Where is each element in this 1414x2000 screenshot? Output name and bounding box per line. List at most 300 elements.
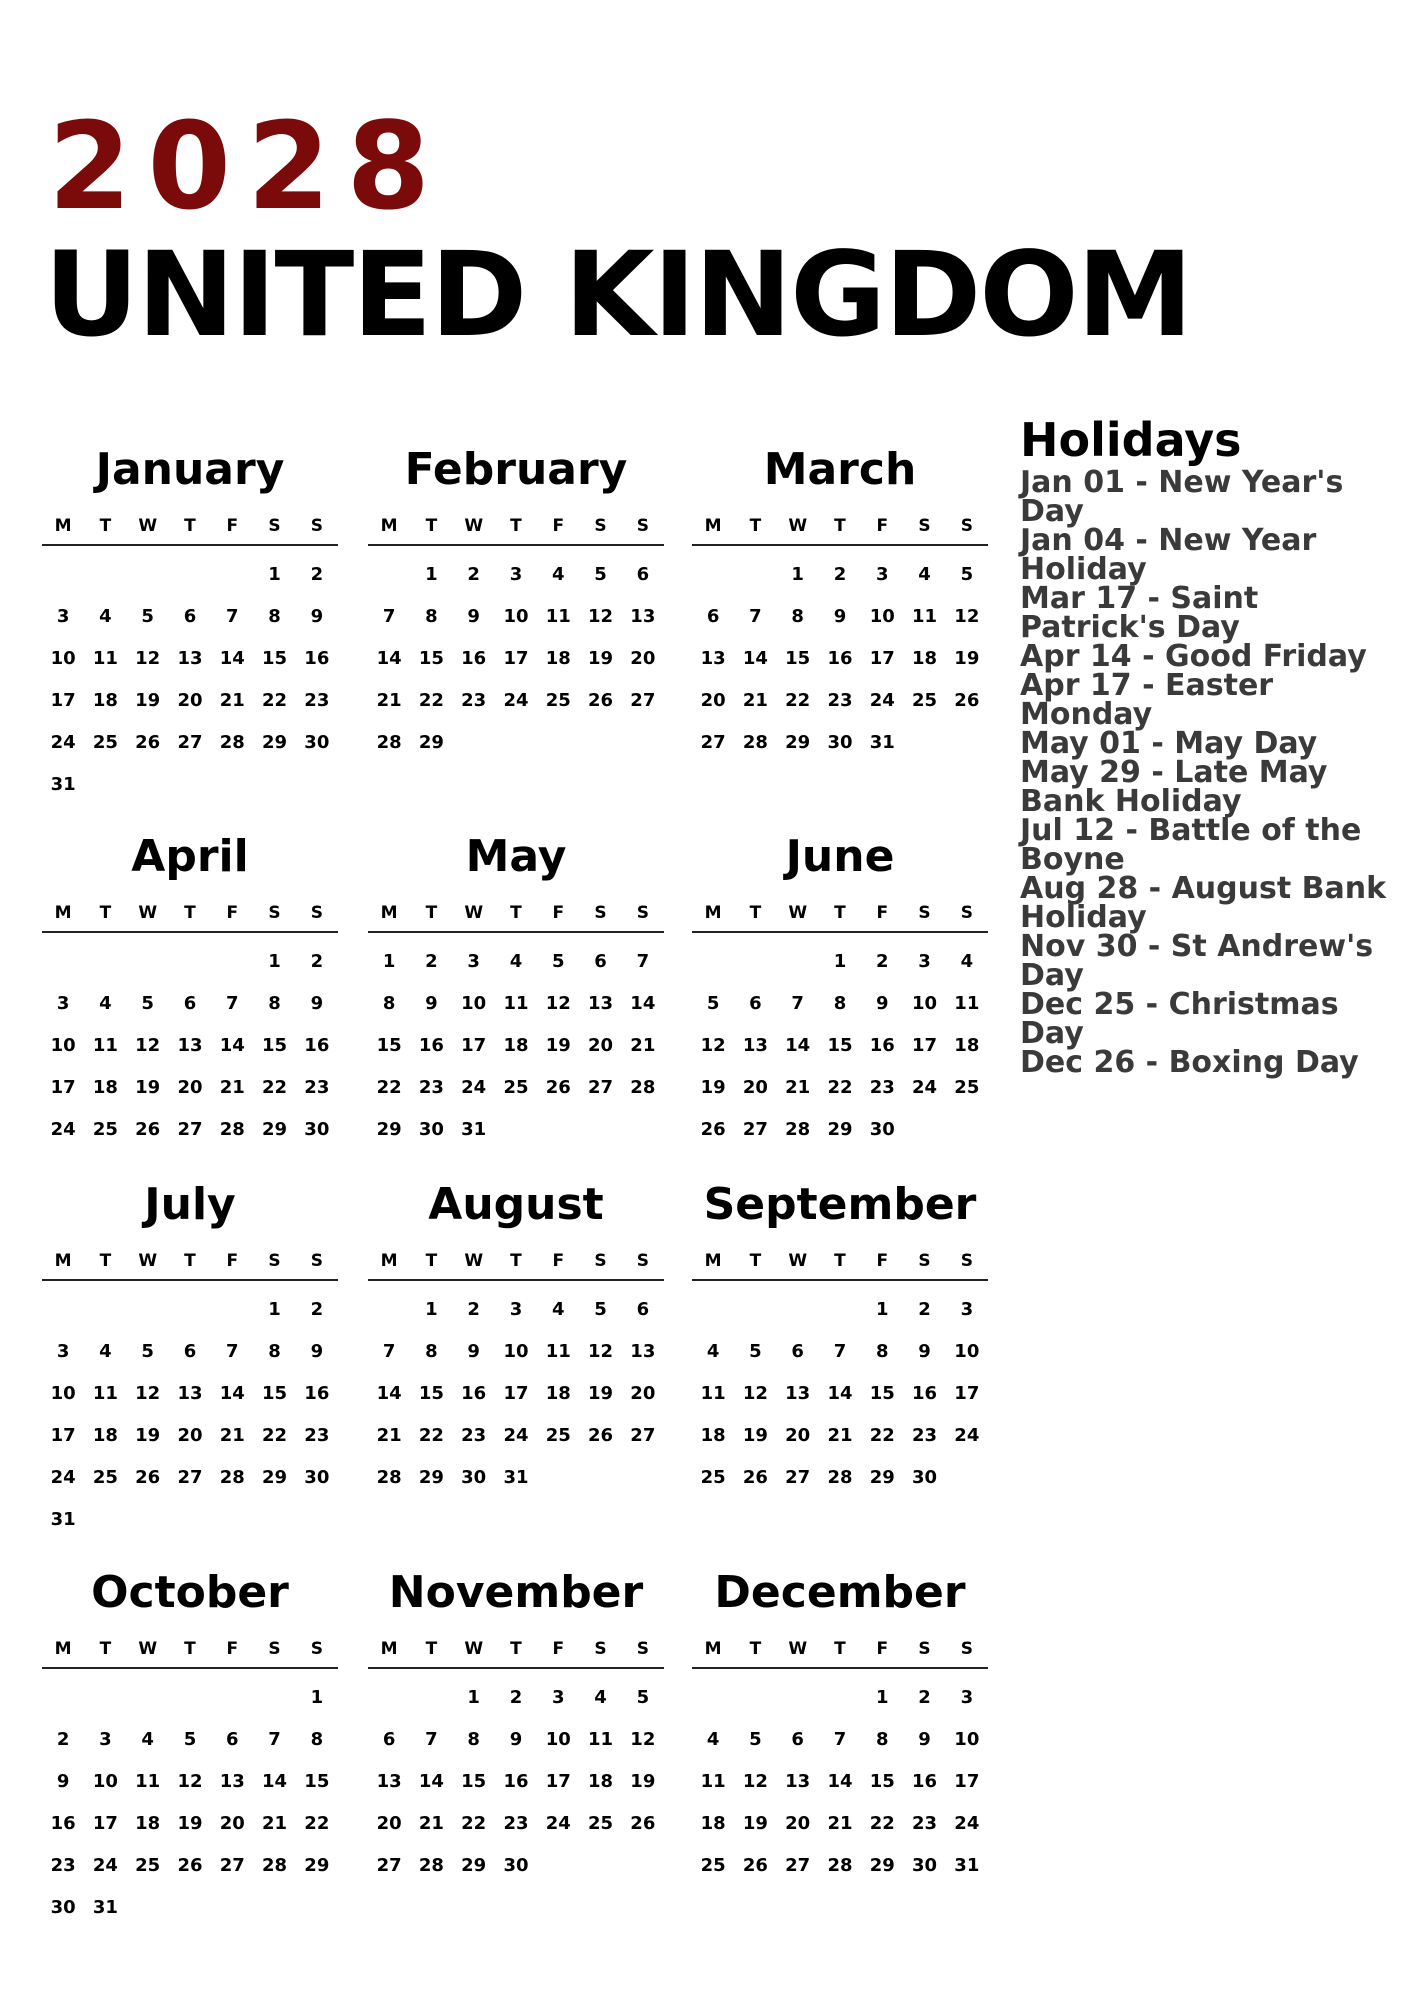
day-cell: 10 [92,1771,118,1792]
day-cell: 6 [183,606,197,627]
day-cell: 14 [262,1771,288,1792]
day-cell: 29 [418,732,444,753]
day-cell: 21 [219,690,245,711]
weekday-label: S [636,516,649,536]
weekday-label: F [876,1251,889,1271]
day-cell: 6 [636,1299,650,1320]
holidays-panel [1020,412,1400,1080]
weekday-label: S [960,516,973,536]
day-cell: 31 [92,1897,118,1918]
day-cell: 28 [785,1119,811,1140]
day-cell: 5 [141,1341,154,1362]
day-cell: 16 [50,1813,76,1834]
holiday-item: Jul 12 - Battle of the Boyne [1020,813,1362,877]
weekday-label: S [918,1639,931,1659]
month-september [692,1175,988,1563]
day-cell: 11 [700,1383,726,1404]
weekday-header [692,508,988,546]
day-cell: 18 [503,1035,529,1056]
weekday-label: T [425,1251,438,1271]
day-cell: 17 [461,1035,487,1056]
day-cell: 9 [310,606,324,627]
day-cell: 12 [954,606,980,627]
weekday-label: W [138,1639,158,1659]
day-cell: 31 [50,1509,76,1530]
weekday-label: T [184,1251,196,1271]
day-cell: 19 [588,1383,614,1404]
day-cell: 14 [219,1383,245,1404]
country-heading: UNITED KINGDOM [44,226,1192,363]
day-grid [692,554,988,806]
day-cell: 7 [226,606,239,627]
weekday-header [42,1631,338,1669]
month-october [42,1563,338,1951]
day-cell: 11 [135,1771,161,1792]
day-cell: 25 [545,690,571,711]
weekday-label: F [552,903,565,923]
day-cell: 5 [183,1729,197,1750]
day-cell: 29 [262,1119,288,1140]
weekday-label: S [268,1639,281,1659]
day-cell: 7 [833,1729,847,1750]
day-cell: 22 [262,1425,288,1446]
holiday-item: Apr 17 - Easter Monday [1020,668,1274,732]
weekday-label: T [834,1639,846,1659]
day-cell: 17 [503,1383,529,1404]
day-cell: 26 [742,1855,768,1876]
day-cell: 16 [304,1035,330,1056]
day-grid [42,941,338,1193]
weekday-header [692,895,988,933]
day-cell: 22 [869,1813,895,1834]
day-cell: 1 [876,1299,889,1320]
day-cell: 23 [304,690,330,711]
day-cell: 27 [588,1077,614,1098]
day-cell: 19 [545,1035,571,1056]
day-cell: 5 [960,564,974,585]
day-cell: 2 [918,1299,931,1320]
day-cell: 27 [376,1855,402,1876]
weekday-label: M [380,903,398,923]
day-cell: 16 [304,648,330,669]
day-cell: 10 [954,1341,980,1362]
day-cell: 10 [461,993,487,1014]
day-cell: 9 [310,993,324,1014]
day-cell: 23 [304,1077,330,1098]
month-name: July [144,1179,236,1230]
day-cell: 21 [827,1425,853,1446]
day-cell: 15 [262,1383,288,1404]
day-cell: 20 [177,690,203,711]
day-cell: 14 [219,1035,245,1056]
day-cell: 6 [749,993,762,1014]
day-cell: 4 [706,1341,720,1362]
day-cell: 11 [954,993,980,1014]
month-april [42,827,338,1215]
day-cell: 10 [50,648,76,669]
day-cell: 14 [785,1035,811,1056]
weekday-label: T [749,1251,762,1271]
day-cell: 28 [742,732,768,753]
day-cell: 19 [588,648,614,669]
day-cell: 16 [304,1383,330,1404]
day-cell: 2 [509,1687,523,1708]
weekday-label: T [510,1251,522,1271]
day-cell: 29 [785,732,811,753]
day-cell: 20 [376,1813,402,1834]
month-name: May [465,831,567,882]
weekday-label: S [594,1639,607,1659]
day-grid [368,1289,664,1541]
day-cell: 3 [56,993,70,1014]
day-cell: 16 [461,648,487,669]
day-cell: 6 [791,1341,804,1362]
day-cell: 6 [226,1729,239,1750]
weekday-label: T [99,1639,112,1659]
day-cell: 12 [135,648,161,669]
holiday-item: May 29 - Late May Bank Holiday [1020,755,1328,819]
day-cell: 3 [918,951,931,972]
weekday-label: S [636,1639,649,1659]
day-cell: 16 [418,1035,444,1056]
day-cell: 12 [588,606,614,627]
weekday-label: F [876,516,889,536]
weekday-header [692,1631,988,1669]
day-cell: 1 [268,1299,281,1320]
day-cell: 8 [425,1341,438,1362]
weekday-label: F [552,1639,565,1659]
weekday-label: S [636,903,649,923]
month-november [368,1563,664,1951]
day-grid [368,941,664,1193]
day-cell: 26 [954,690,980,711]
weekday-header [368,1243,664,1281]
weekday-label: W [788,1639,808,1659]
day-cell: 18 [135,1813,161,1834]
day-cell: 18 [588,1771,614,1792]
day-cell: 24 [50,732,76,753]
month-name: June [785,831,895,882]
day-cell: 25 [503,1077,529,1098]
day-cell: 29 [376,1119,402,1140]
day-cell: 22 [418,690,444,711]
day-cell: 8 [310,1729,324,1750]
weekday-label: F [226,1639,239,1659]
day-cell: 25 [912,690,938,711]
day-cell: 19 [954,648,980,669]
day-cell: 13 [177,648,203,669]
day-cell: 3 [99,1729,112,1750]
day-cell: 12 [135,1035,161,1056]
day-cell: 6 [636,564,650,585]
day-grid [692,1289,988,1541]
weekday-label: M [54,903,72,923]
weekday-header [368,895,664,933]
day-cell: 5 [636,1687,650,1708]
day-cell: 2 [467,564,480,585]
day-cell: 1 [833,951,847,972]
day-cell: 13 [785,1383,811,1404]
day-cell: 20 [630,1383,656,1404]
day-cell: 30 [304,732,330,753]
day-cell: 23 [827,690,853,711]
weekday-label: S [594,903,607,923]
day-cell: 18 [700,1425,726,1446]
day-cell: 5 [594,1299,607,1320]
month-name: March [763,444,917,495]
day-cell: 23 [503,1813,529,1834]
day-cell: 22 [418,1425,444,1446]
day-cell: 6 [706,606,720,627]
day-cell: 8 [268,606,281,627]
day-cell: 28 [219,1467,245,1488]
day-cell: 27 [630,690,656,711]
day-cell: 23 [304,1425,330,1446]
weekday-label: M [704,903,722,923]
day-cell: 13 [630,1341,656,1362]
day-cell: 5 [594,564,607,585]
day-cell: 9 [509,1729,523,1750]
weekday-label: F [876,1639,889,1659]
weekday-label: W [788,1251,808,1271]
day-cell: 26 [545,1077,571,1098]
holiday-list [1020,465,1400,1080]
day-cell: 12 [742,1771,768,1792]
day-cell: 6 [594,951,607,972]
day-cell: 23 [461,1425,487,1446]
day-cell: 7 [226,1341,239,1362]
day-cell: 9 [467,1341,480,1362]
day-cell: 19 [135,1077,161,1098]
month-name: January [95,444,285,495]
day-cell: 21 [742,690,768,711]
day-grid [368,1677,664,1929]
weekday-label: T [99,1251,112,1271]
weekday-label: M [704,516,722,536]
weekday-label: W [138,903,158,923]
weekday-header [42,895,338,933]
day-cell: 15 [262,1035,288,1056]
day-cell: 29 [304,1855,330,1876]
day-cell: 7 [382,606,396,627]
weekday-label: W [138,516,158,536]
day-cell: 28 [827,1855,853,1876]
day-cell: 18 [92,690,118,711]
day-cell: 24 [912,1077,938,1098]
month-january [42,440,338,828]
weekday-label: T [425,516,438,536]
day-cell: 15 [461,1771,487,1792]
day-cell: 7 [791,993,804,1014]
day-cell: 31 [869,732,895,753]
weekday-header [692,1243,988,1281]
weekday-label: M [380,1639,398,1659]
month-name: April [131,831,249,882]
weekday-label: T [184,1639,196,1659]
day-cell: 20 [742,1077,768,1098]
day-cell: 22 [869,1425,895,1446]
day-cell: 28 [219,732,245,753]
day-cell: 9 [833,606,847,627]
day-cell: 8 [791,606,804,627]
day-cell: 7 [382,1341,396,1362]
day-cell: 14 [827,1383,853,1404]
day-cell: 27 [219,1855,245,1876]
day-cell: 4 [509,951,523,972]
day-cell: 2 [833,564,847,585]
day-cell: 1 [425,564,438,585]
day-grid [42,1289,338,1541]
day-cell: 27 [785,1855,811,1876]
day-cell: 24 [545,1813,571,1834]
holiday-item: Apr 14 - Good Friday [1020,639,1367,674]
day-cell: 26 [700,1119,726,1140]
weekday-label: W [788,903,808,923]
day-cell: 1 [425,1299,438,1320]
day-cell: 20 [785,1813,811,1834]
weekday-label: T [425,1639,438,1659]
day-cell: 18 [700,1813,726,1834]
weekday-label: S [594,1251,607,1271]
day-cell: 20 [630,648,656,669]
weekday-label: S [918,903,931,923]
day-cell: 26 [742,1467,768,1488]
weekday-label: T [184,903,196,923]
day-cell: 9 [918,1341,931,1362]
weekday-label: T [99,903,112,923]
day-cell: 26 [135,732,161,753]
day-cell: 15 [418,1383,444,1404]
day-cell: 15 [376,1035,402,1056]
day-cell: 21 [630,1035,656,1056]
day-cell: 5 [749,1341,762,1362]
day-cell: 20 [700,690,726,711]
day-cell: 5 [141,993,154,1014]
day-cell: 10 [912,993,938,1014]
day-cell: 13 [588,993,614,1014]
month-name: September [703,1179,977,1230]
day-cell: 7 [833,1341,847,1362]
day-cell: 16 [869,1035,895,1056]
day-cell: 29 [827,1119,853,1140]
day-cell: 11 [700,1771,726,1792]
day-cell: 30 [827,732,853,753]
day-grid [42,1677,338,1929]
day-cell: 14 [376,648,402,669]
weekday-label: S [918,516,931,536]
day-cell: 4 [960,951,974,972]
day-cell: 20 [177,1077,203,1098]
day-cell: 26 [588,690,614,711]
day-cell: 8 [425,606,438,627]
day-cell: 22 [304,1813,330,1834]
holidays-title: Holidays [1020,413,1242,467]
weekday-label: S [310,516,323,536]
weekday-label: W [464,1639,484,1659]
weekday-label: W [464,516,484,536]
day-cell: 3 [552,1687,565,1708]
day-cell: 4 [99,606,112,627]
weekday-label: S [594,516,607,536]
holiday-item: Jan 04 - New Year Holiday [1020,523,1317,587]
day-cell: 20 [588,1035,614,1056]
day-cell: 13 [177,1035,203,1056]
day-cell: 14 [630,993,656,1014]
day-cell: 8 [876,1729,889,1750]
day-cell: 20 [219,1813,245,1834]
weekday-label: S [636,1251,649,1271]
day-cell: 11 [92,1035,118,1056]
day-cell: 24 [869,690,895,711]
day-cell: 27 [177,732,203,753]
day-cell: 3 [56,1341,70,1362]
day-cell: 27 [785,1467,811,1488]
day-cell: 4 [99,993,112,1014]
month-may [368,827,664,1215]
day-cell: 1 [268,951,281,972]
day-cell: 6 [382,1729,396,1750]
day-cell: 17 [50,690,76,711]
day-cell: 4 [594,1687,607,1708]
weekday-label: T [749,903,762,923]
day-cell: 17 [954,1771,980,1792]
weekday-label: W [788,516,808,536]
day-cell: 15 [869,1771,895,1792]
day-cell: 17 [545,1771,571,1792]
day-cell: 29 [262,1467,288,1488]
weekday-label: T [749,1639,762,1659]
day-cell: 2 [56,1729,70,1750]
holiday-item: Aug 28 - August Bank Holiday [1020,871,1387,935]
day-cell: 30 [869,1119,895,1140]
day-cell: 4 [706,1729,720,1750]
day-cell: 15 [827,1035,853,1056]
day-cell: 12 [700,1035,726,1056]
day-cell: 24 [50,1467,76,1488]
day-cell: 25 [92,732,118,753]
day-cell: 18 [545,648,571,669]
day-cell: 29 [869,1855,895,1876]
day-cell: 28 [376,1467,402,1488]
day-cell: 5 [552,951,565,972]
day-cell: 8 [833,993,847,1014]
month-february [368,440,664,828]
day-cell: 27 [630,1425,656,1446]
weekday-label: M [704,1251,722,1271]
weekday-label: T [510,516,522,536]
day-cell: 6 [183,993,197,1014]
day-cell: 9 [876,993,889,1014]
weekday-label: F [226,903,239,923]
day-cell: 19 [630,1771,656,1792]
weekday-label: F [552,1251,565,1271]
weekday-header [42,1243,338,1281]
day-cell: 2 [876,951,889,972]
day-cell: 14 [219,648,245,669]
day-cell: 30 [503,1855,529,1876]
weekday-label: M [380,516,398,536]
day-cell: 17 [92,1813,118,1834]
month-name: February [404,444,628,495]
day-cell: 11 [912,606,938,627]
day-cell: 10 [869,606,895,627]
day-cell: 6 [183,1341,197,1362]
day-cell: 8 [382,993,396,1014]
day-cell: 14 [376,1383,402,1404]
day-cell: 26 [135,1119,161,1140]
day-cell: 24 [461,1077,487,1098]
day-cell: 17 [912,1035,938,1056]
